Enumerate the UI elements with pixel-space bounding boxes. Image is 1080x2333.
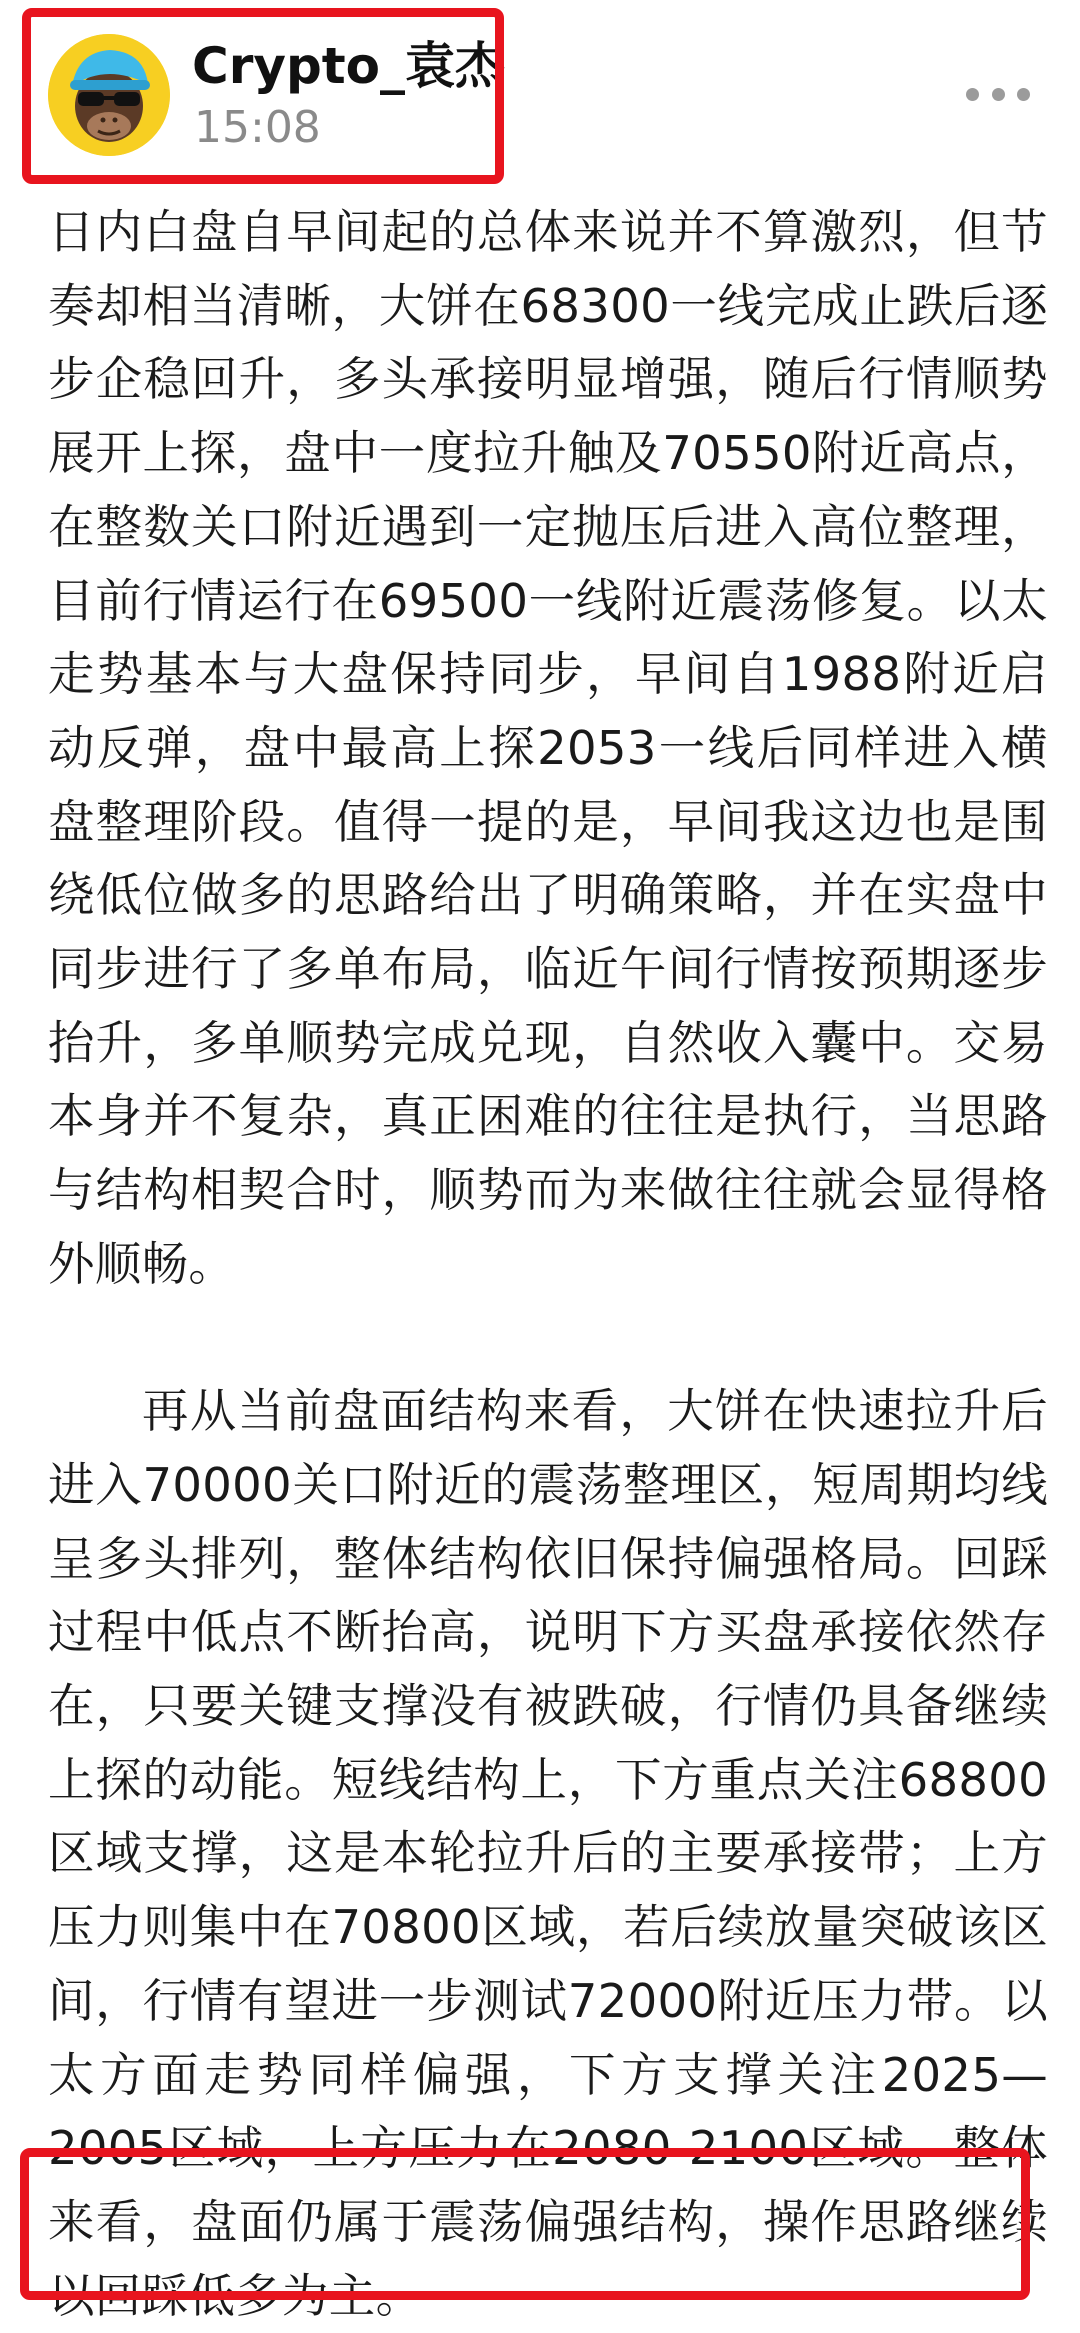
post-header — [0, 0, 1080, 190]
paragraph-spacer — [48, 1302, 1048, 1376]
post-content — [48, 196, 1048, 2333]
more-options-button[interactable] — [966, 74, 1030, 114]
header-highlight-box — [22, 8, 504, 184]
post-timestamp: 15:08 — [194, 102, 321, 153]
more-horizontal-icon — [992, 88, 1005, 101]
conclusion-highlight-box — [20, 2148, 1030, 2300]
post-paragraph-2: 再从当前盘面结构来看，大饼在快速拉升后进入70000关口附近的震荡整理区，短周期均线呈多头排列，整体结构依旧保持偏强格局。回踩过程中低点不断抬高，说明下方买盘承接依然存在，只要关键支撑没有被跌破，行情仍具备继续上探的动能。短线结构上，下方重点关注68800区域支撑，这是本轮拉升后的主要承接带；上方压力则集中在70800区域，若后续放量突破该区间，行情有望进一步测试72000附近压力带。以太方面走势同样偏强，下方支撑关注2025—2005区域，上方压力在2080-2100区域。整体来看，盘面仍属于震荡偏强结构，操作思路继续以回踩低多为主。 — [48, 1384, 1048, 2323]
author-name[interactable]: Crypto_袁杰 — [192, 37, 505, 95]
more-horizontal-icon — [966, 88, 979, 101]
post-paragraph-1: 日内白盘自早间起的总体来说并不算激烈，但节奏却相当清晰，大饼在68300一线完成止跌后逐步企稳回升，多头承接明显增强，随后行情顺势展开上探，盘中一度拉升触及70550附近高点，在整数关口附近遇到一定抛压后进入高位整理，目前行情运行在69500一线附近震荡修复。以太走势基本与大盘保持同步，早间自1988附近启动反弹，盘中最高上探2053一线后同样进入横盘整理阶段。值得一提的是，早间我这边也是围绕低位做多的思路给出了明确策略，并在实盘中同步进行了多单布局，临近午间行情按预期逐步抬升，多单顺势完成兑现，自然收入囊中。交易本身并不复杂，真正困难的往往是执行，当思路与结构相契合时，顺势而为来做往往就会显得格外顺畅。 — [48, 205, 1048, 1291]
more-horizontal-icon — [1017, 88, 1030, 101]
